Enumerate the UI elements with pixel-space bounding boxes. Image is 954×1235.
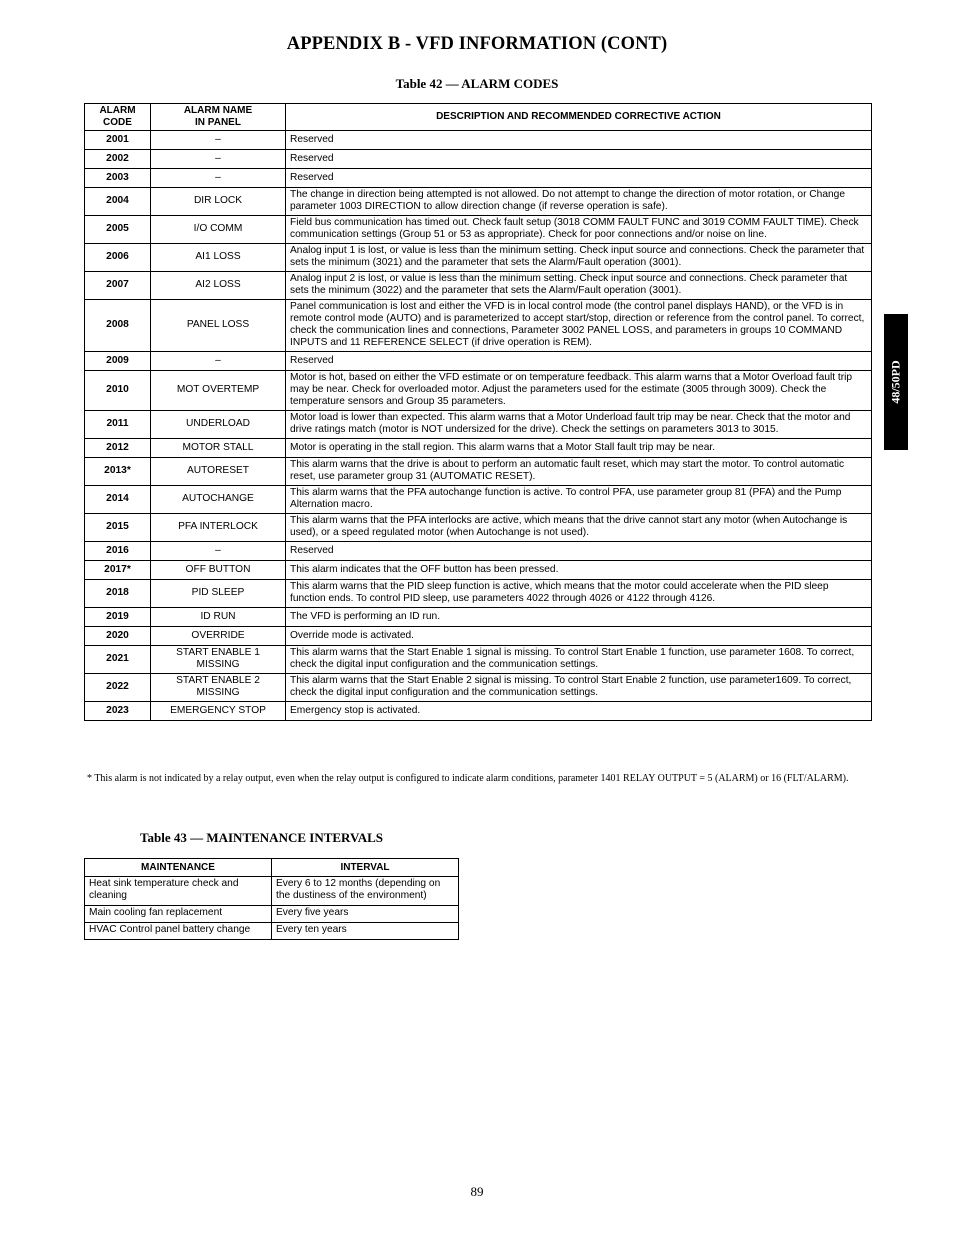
- table-row: [85, 352, 872, 371]
- table-row: [85, 702, 872, 721]
- alarm-code: 2014: [85, 486, 151, 514]
- alarm-description: Reserved: [286, 352, 872, 371]
- alarm-description: Reserved: [286, 169, 872, 188]
- table-row: [85, 542, 872, 561]
- alarm-code: 2018: [85, 580, 151, 608]
- alarm-name: AI2 LOSS: [151, 272, 286, 300]
- alarm-code: 2011: [85, 411, 151, 439]
- table-row: [85, 439, 872, 458]
- alarm-description: The VFD is performing an ID run.: [286, 608, 872, 627]
- alarm-code: 2002: [85, 150, 151, 169]
- alarm-description: Panel communication is lost and either the VFD is in local control mode (the control panel displays HAND), or the VFD is in remote control mode (AUTO) and is parameterized to accept start/stop, direction or reference from the control panel. To correct, check the communication lines and connections, Parameter 3002 PANEL LOSS, and parameters in groups 10 COMMAND INPUTS and 11 REFERENCE SELECT (if drive operation is REM).: [286, 300, 872, 352]
- alarm-name: START ENABLE 1 MISSING: [151, 646, 286, 674]
- alarm-name: –: [151, 150, 286, 169]
- maintenance-header: MAINTENANCE: [85, 859, 272, 877]
- table-row: [85, 150, 872, 169]
- alarm-description: Motor is hot, based on either the VFD estimate or on temperature feedback. This alarm warns that a Motor Overload fault trip may be near. Check for overloaded motor. Adjust the parameters used for the estimate (3005 through 3009). Check the temperature sensors and Group 35 parameters.: [286, 371, 872, 411]
- alarm-name: I/O COMM: [151, 216, 286, 244]
- maintenance-table-header-row: [85, 859, 459, 877]
- table-row: [85, 244, 872, 272]
- maintenance-task: Heat sink temperature check and cleaning: [85, 877, 272, 906]
- table-row: [85, 300, 872, 352]
- page-number: 89: [470, 1184, 484, 1199]
- alarm-code: 2021: [85, 646, 151, 674]
- alarm-name: –: [151, 169, 286, 188]
- table-row: [85, 674, 872, 702]
- alarm-name: OFF BUTTON: [151, 561, 286, 580]
- alarm-name: DIR LOCK: [151, 188, 286, 216]
- table-row: [85, 627, 872, 646]
- table-row: [85, 646, 872, 674]
- alarm-code: 2016: [85, 542, 151, 561]
- table-row: [85, 411, 872, 439]
- table-row: [85, 486, 872, 514]
- alarm-name: MOT OVERTEMP: [151, 371, 286, 411]
- alarm-description: This alarm warns that the PFA interlocks are active, which means that the drive cannot start any motor (when Autochange is used), or a speed regulated motor (when Autochange is not used).: [286, 514, 872, 542]
- alarm-code: 2009: [85, 352, 151, 371]
- maintenance-interval: Every five years: [272, 906, 459, 923]
- table-row: [85, 458, 872, 486]
- alarm-description: Field bus communication has timed out. Check fault setup (3018 COMM FAULT FUNC and 3019 COMM FAULT TIME). Check communication settings (Group 51 or 53 as appropriate). Check for poor connections and/or noise on line.: [286, 216, 872, 244]
- page-title: APPENDIX B - VFD INFORMATION (CONT): [286, 34, 668, 54]
- alarm-description: Emergency stop is activated.: [286, 702, 872, 721]
- table-row: [85, 188, 872, 216]
- alarm-name: OVERRIDE: [151, 627, 286, 646]
- maintenance-intervals-table: [84, 858, 459, 940]
- alarm-description: This alarm warns that the PID sleep function is active, which means that the motor could accelerate when the PID sleep function ends. To control PID sleep, use parameters 4022 through 4026 or 4122 through 4126.: [286, 580, 872, 608]
- alarm-codes-table-caption: Table 42 — ALARM CODES: [395, 76, 559, 91]
- alarm-name: START ENABLE 2 MISSING: [151, 674, 286, 702]
- alarm-name: –: [151, 542, 286, 561]
- alarm-table-header-row: [85, 104, 872, 131]
- alarm-name: AUTORESET: [151, 458, 286, 486]
- alarm-name: PFA INTERLOCK: [151, 514, 286, 542]
- alarm-name: MOTOR STALL: [151, 439, 286, 458]
- alarm-description: Reserved: [286, 150, 872, 169]
- side-tab-label: 48/50PD: [888, 360, 903, 404]
- alarm-code: 2008: [85, 300, 151, 352]
- table-row: [85, 371, 872, 411]
- alarm-code: 2015: [85, 514, 151, 542]
- alarm-description: This alarm warns that the PFA autochange function is active. To control PFA, use parameter group 81 (PFA) and the Pump Alternation macro.: [286, 486, 872, 514]
- alarm-code: 2006: [85, 244, 151, 272]
- alarm-description: Motor is operating in the stall region. This alarm warns that a Motor Stall fault trip may be near.: [286, 439, 872, 458]
- table-row: [85, 906, 459, 923]
- table-row: [85, 923, 459, 940]
- alarm-code: 2020: [85, 627, 151, 646]
- alarm-code: 2022: [85, 674, 151, 702]
- alarm-name: UNDERLOAD: [151, 411, 286, 439]
- alarm-name: PID SLEEP: [151, 580, 286, 608]
- alarm-description: Motor load is lower than expected. This alarm warns that a Motor Underload fault trip may be near. Check that the motor and drive ratings match (motor is NOT undersized for the drive). Check the settings on parameters 3013 to 3015.: [286, 411, 872, 439]
- interval-header: INTERVAL: [272, 859, 459, 877]
- table-row: [85, 580, 872, 608]
- table-row: [85, 169, 872, 188]
- table-row: [85, 514, 872, 542]
- alarm-code: 2019: [85, 608, 151, 627]
- alarm-name: AI1 LOSS: [151, 244, 286, 272]
- alarm-code: 2017*: [85, 561, 151, 580]
- alarm-code: 2004: [85, 188, 151, 216]
- alarm-name: EMERGENCY STOP: [151, 702, 286, 721]
- description-header: DESCRIPTION AND RECOMMENDED CORRECTIVE ACTION: [286, 104, 872, 131]
- table-row: [85, 131, 872, 150]
- table-row: [85, 608, 872, 627]
- alarm-description: Analog input 1 is lost, or value is less than the minimum setting. Check input source and connections. Check the parameter that sets the minimum (3021) and the parameter that sets the Alarm/Fault operation (3001).: [286, 244, 872, 272]
- alarm-name: –: [151, 352, 286, 371]
- alarm-code: 2001: [85, 131, 151, 150]
- alarm-name: PANEL LOSS: [151, 300, 286, 352]
- maintenance-task: Main cooling fan replacement: [85, 906, 272, 923]
- alarm-code: 2003: [85, 169, 151, 188]
- alarm-description: The change in direction being attempted is not allowed. Do not attempt to change the direction of motor rotation, or Change parameter 1003 DIRECTION to allow direction change (if reverse operation is safe).: [286, 188, 872, 216]
- alarm-code-header: ALARM CODE: [85, 104, 151, 131]
- alarm-table-footnote: * This alarm is not indicated by a relay output, even when the relay output is configured to indicate alarm conditions, parameter 1401 RELAY OUTPUT = 5 (ALARM) or 16 (FLT/ALARM).: [87, 773, 849, 784]
- maintenance-interval: Every 6 to 12 months (depending on the dustiness of the environment): [272, 877, 459, 906]
- section-side-tab: [884, 314, 908, 450]
- alarm-name: ID RUN: [151, 608, 286, 627]
- alarm-code: 2005: [85, 216, 151, 244]
- alarm-name-header: ALARM NAME IN PANEL: [151, 104, 286, 131]
- alarm-description: This alarm warns that the Start Enable 2 signal is missing. To control Start Enable 2 function, use parameter1609. To correct, check the digital input configuration and the communication settings.: [286, 674, 872, 702]
- alarm-code: 2010: [85, 371, 151, 411]
- alarm-name: AUTOCHANGE: [151, 486, 286, 514]
- table-row: [85, 561, 872, 580]
- alarm-code: 2012: [85, 439, 151, 458]
- alarm-description: Reserved: [286, 131, 872, 150]
- alarm-description: Analog input 2 is lost, or value is less than the minimum setting. Check input source and connections. Check parameter that sets the minimum (3022) and the parameter that sets the Alarm/Fault operation (3001).: [286, 272, 872, 300]
- alarm-code: 2007: [85, 272, 151, 300]
- table-row: [85, 272, 872, 300]
- alarm-description: This alarm warns that the Start Enable 1 signal is missing. To control Start Enable 1 function, use parameter 1608. To correct, check the digital input configuration and the communication settings.: [286, 646, 872, 674]
- alarm-name: –: [151, 131, 286, 150]
- table-row: [85, 877, 459, 906]
- alarm-code: 2023: [85, 702, 151, 721]
- alarm-description: This alarm warns that the drive is about to perform an automatic fault reset, which may start the motor. To control automatic reset, use parameter group 31 (AUTOMATIC RESET).: [286, 458, 872, 486]
- alarm-description: This alarm indicates that the OFF button has been pressed.: [286, 561, 872, 580]
- alarm-description: Reserved: [286, 542, 872, 561]
- maintenance-task: HVAC Control panel battery change: [85, 923, 272, 940]
- alarm-codes-table: [84, 103, 872, 721]
- table-row: [85, 216, 872, 244]
- alarm-description: Override mode is activated.: [286, 627, 872, 646]
- maintenance-interval: Every ten years: [272, 923, 459, 940]
- alarm-code: 2013*: [85, 458, 151, 486]
- maintenance-table-caption: Table 43 — MAINTENANCE INTERVALS: [140, 830, 383, 845]
